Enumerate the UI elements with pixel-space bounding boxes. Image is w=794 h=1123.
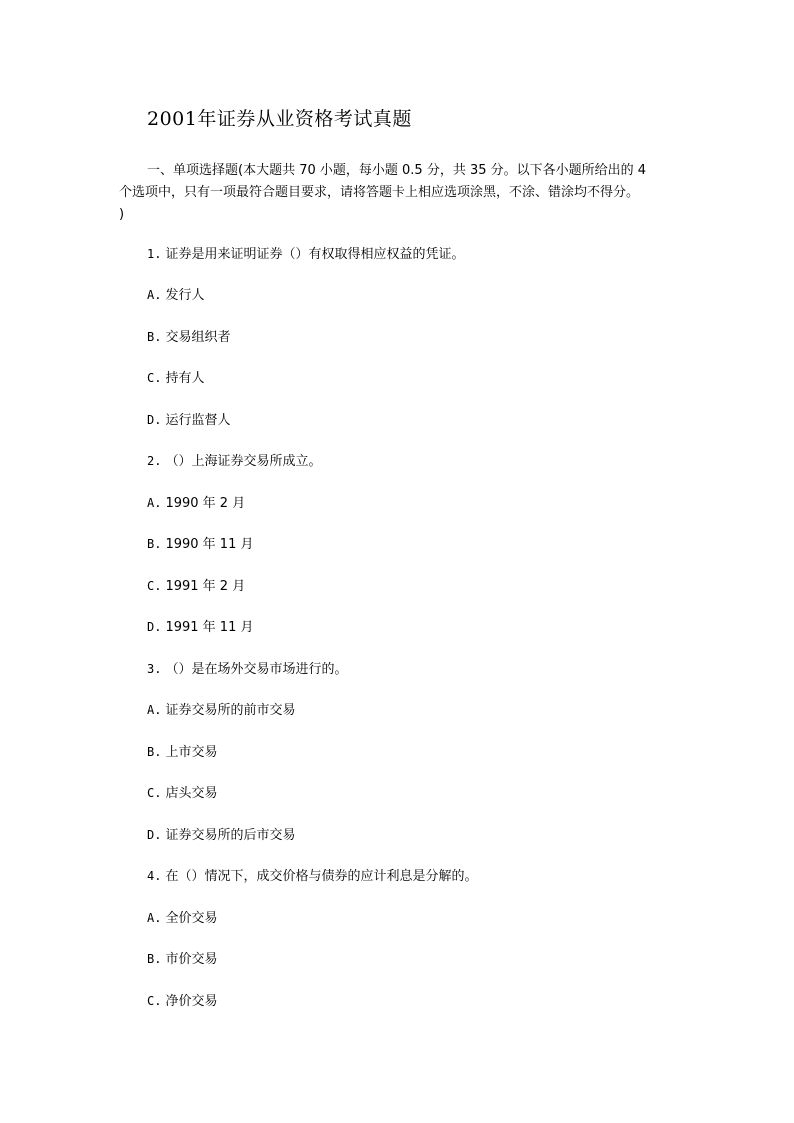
option-text: 1990 年 2 月	[165, 496, 246, 511]
option-text: 店头交易	[165, 786, 218, 801]
option-text: 市价交易	[165, 952, 218, 967]
option-letter: B.	[147, 745, 162, 759]
question-stem	[147, 866, 477, 887]
option-text: 1990 年 11 月	[165, 537, 254, 552]
answer-option	[147, 617, 253, 638]
option-text: 运行监督人	[165, 413, 231, 428]
answer-option	[147, 949, 217, 970]
option-letter: D.	[147, 828, 162, 842]
answer-option	[147, 285, 204, 306]
option-letter: C.	[147, 786, 162, 800]
option-letter: D.	[147, 413, 162, 427]
option-letter: B.	[147, 952, 162, 966]
option-letter: C.	[147, 579, 162, 593]
document-title: 2001年证券从业资格考试真题	[147, 108, 412, 130]
answer-option	[147, 368, 204, 389]
question-text: 证券是用来证明证券（）有权取得相应权益的凭证。	[165, 247, 465, 262]
option-text: 证券交易所的前市交易	[165, 703, 296, 718]
question-stem	[147, 659, 347, 680]
option-text: 上市交易	[165, 745, 218, 760]
answer-option	[147, 534, 253, 555]
option-text: 证券交易所的后市交易	[165, 828, 296, 843]
answer-option	[147, 991, 217, 1012]
answer-option	[147, 493, 245, 514]
instructions-line-2: 个选项中，只有一项最符合题目要求，请将答题卡上相应选项涂黑，不涂、错涂均不得分。	[119, 185, 640, 200]
option-letter: A.	[147, 911, 162, 925]
option-letter: C.	[147, 994, 162, 1008]
answer-option	[147, 327, 230, 348]
instructions-line-1: 一、单项选择题(本大题共 70 小题，每小题 0.5 分，共 35 分。以下各小题所给出的 4	[147, 163, 647, 178]
question-number: 1.	[147, 247, 162, 261]
option-text: 1991 年 11 月	[165, 620, 254, 635]
option-letter: B.	[147, 537, 162, 551]
section-instructions	[119, 160, 681, 226]
option-text: 全价交易	[165, 911, 218, 926]
question-stem	[147, 451, 321, 472]
answer-option	[147, 783, 217, 804]
question-number: 3.	[147, 662, 162, 676]
question-stem	[147, 244, 464, 265]
answer-option	[147, 410, 230, 431]
answer-option	[147, 576, 245, 597]
question-text: 在（）情况下，成交价格与债券的应计利息是分解的。	[165, 869, 478, 884]
option-text: 1991 年 2 月	[165, 579, 246, 594]
answer-option	[147, 908, 217, 929]
question-text: （）是在场外交易市场进行的。	[165, 662, 348, 677]
option-text: 交易组织者	[165, 330, 231, 345]
option-letter: B.	[147, 330, 162, 344]
option-letter: C.	[147, 371, 162, 385]
option-letter: A.	[147, 496, 162, 510]
option-letter: A.	[147, 703, 162, 717]
answer-option	[147, 700, 295, 721]
option-letter: A.	[147, 288, 162, 302]
answer-option	[147, 742, 217, 763]
question-number: 2.	[147, 454, 162, 468]
instructions-line-3: )	[119, 207, 125, 222]
option-text: 持有人	[165, 371, 205, 386]
question-number: 4.	[147, 869, 162, 883]
option-text: 发行人	[165, 288, 205, 303]
option-text: 净价交易	[165, 994, 218, 1009]
question-text: （）上海证券交易所成立。	[165, 454, 322, 469]
answer-option	[147, 825, 295, 846]
option-letter: D.	[147, 620, 162, 634]
